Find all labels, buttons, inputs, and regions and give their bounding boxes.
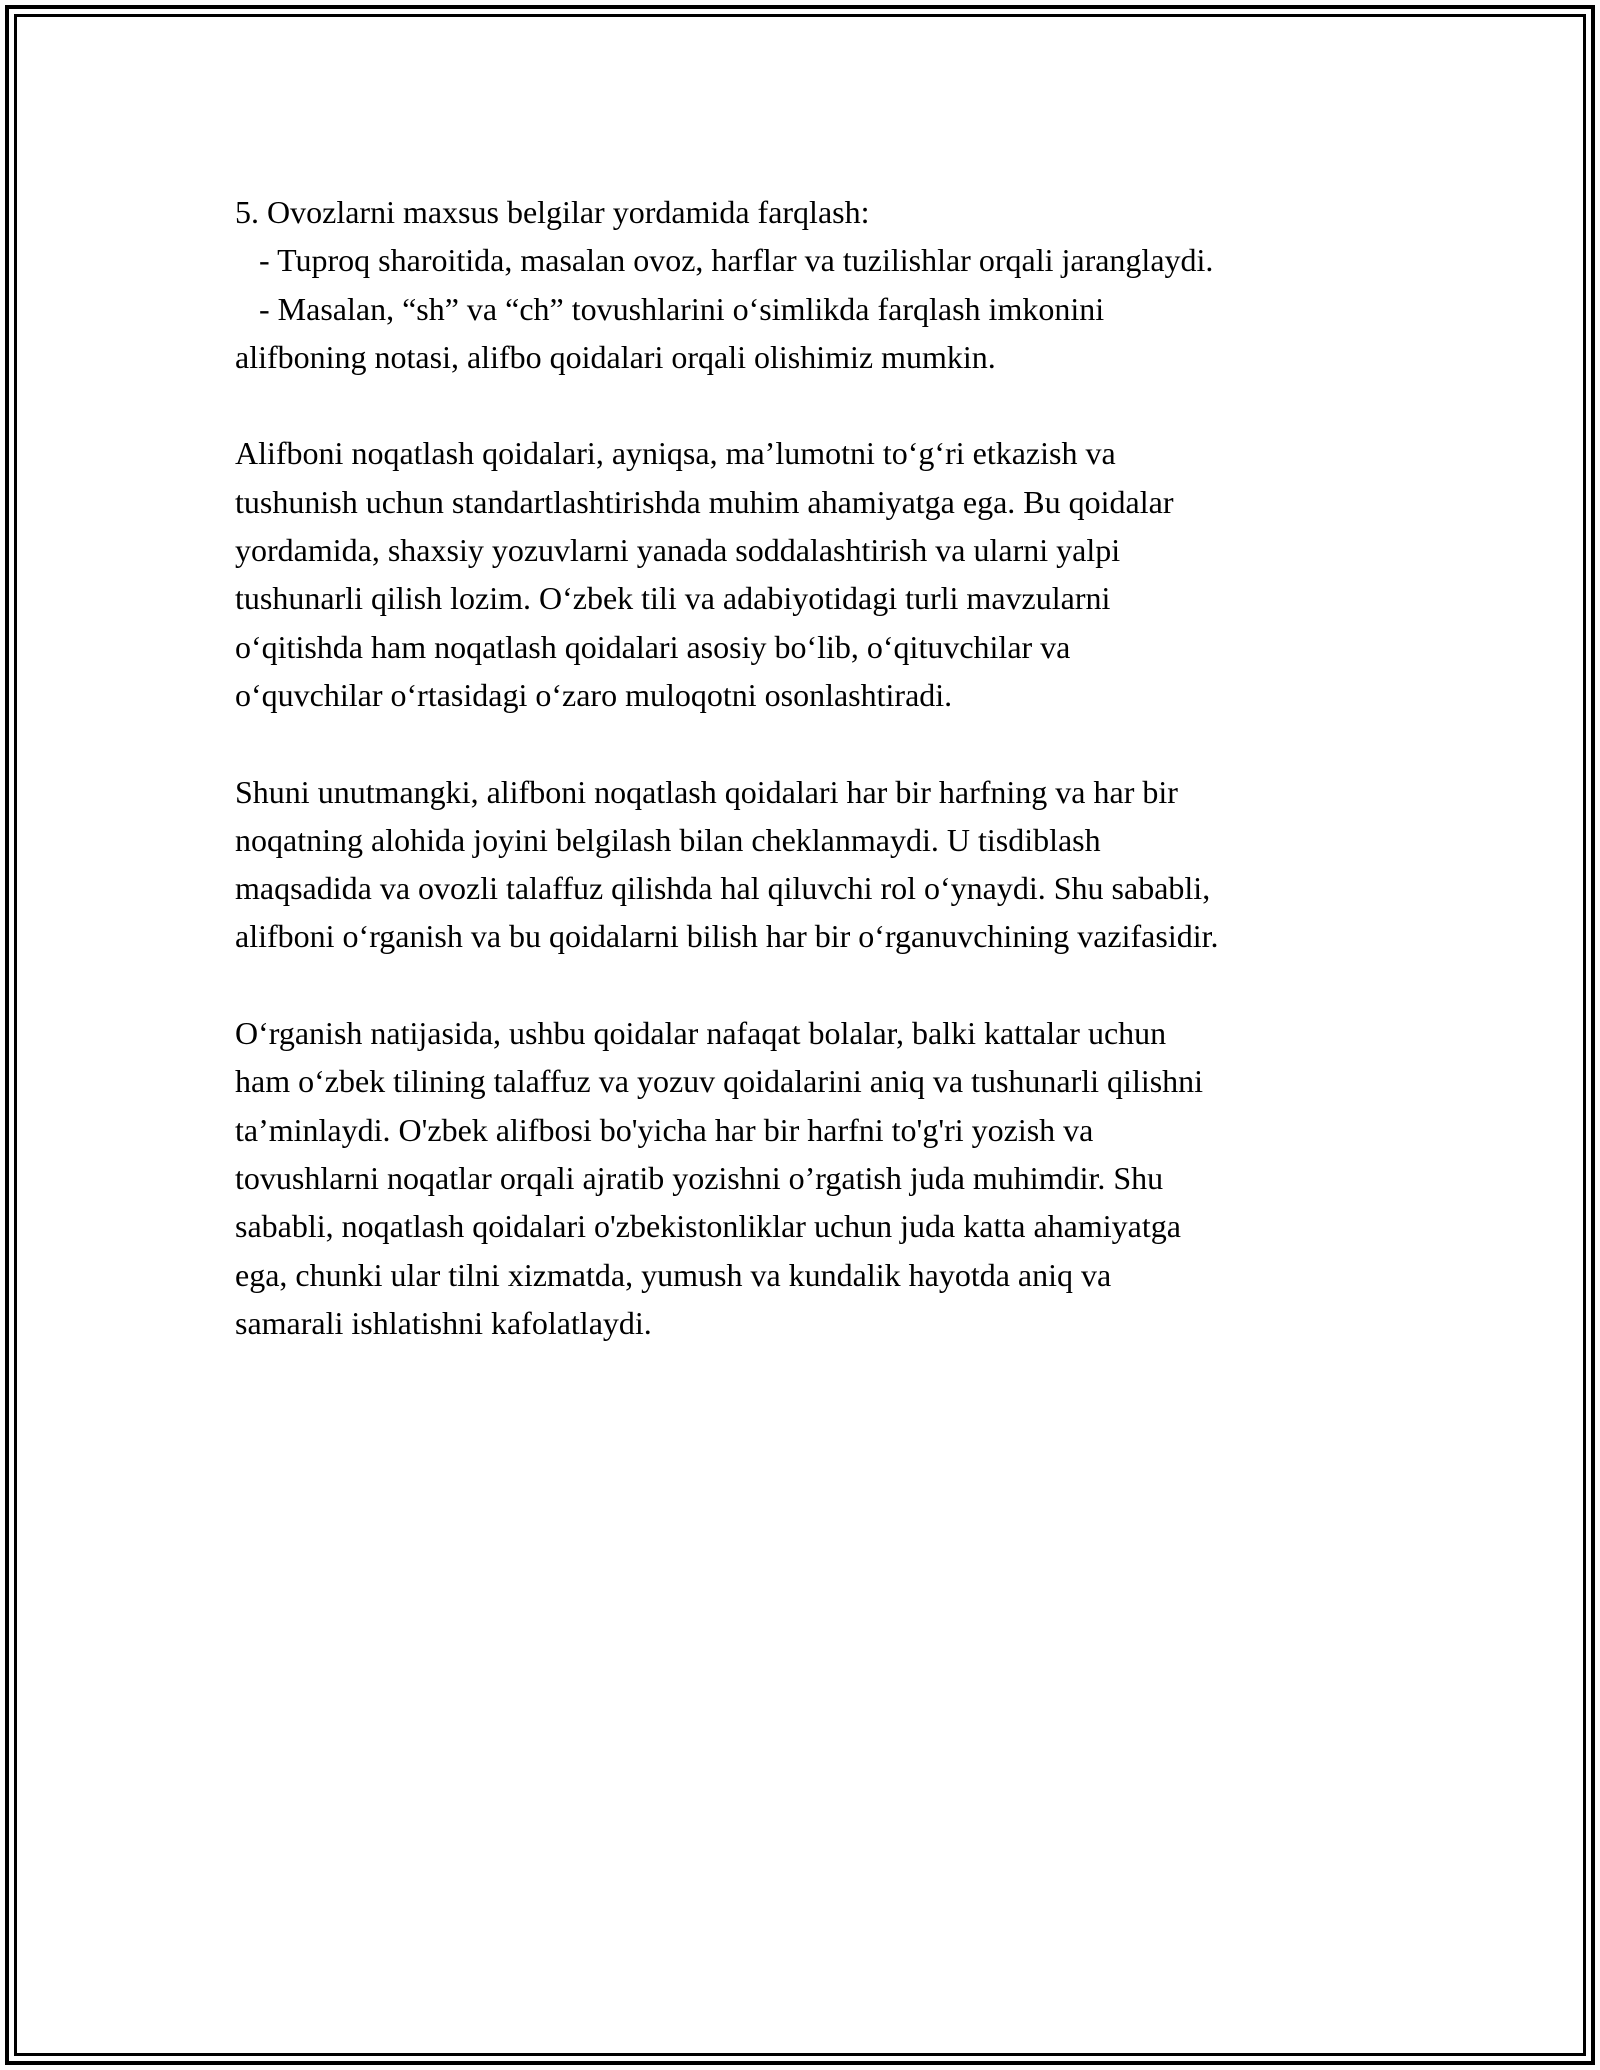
text-line: Shuni unutmangki, alifboni noqatlash qoidalari har bir harfning va har bir bbox=[235, 773, 1178, 810]
text-line: sababli, noqatlash qoidalari o'zbekistonliklar uchun juda katta ahamiyatga bbox=[235, 1208, 1181, 1245]
paragraph-reminder bbox=[235, 768, 1415, 961]
text-line: Alifboni noqatlash qoidalari, ayniqsa, ma’lumotni to‘g‘ri etkazish va bbox=[235, 435, 1116, 472]
text-line: o‘quvchilar o‘rtasidagi o‘zaro muloqotni osonlashtiradi. bbox=[235, 676, 953, 713]
paragraph-list-item-5 bbox=[235, 188, 1415, 381]
text-line: noqatning alohida joyini belgilash bilan cheklanmaydi. U tisdiblash bbox=[235, 821, 1101, 858]
text-line: maqsadida va ovozli talaffuz qilishda hal qiluvchi rol o‘ynaydi. Shu sababli, bbox=[235, 870, 1211, 907]
text-line: o‘qitishda ham noqatlash qoidalari asosiy bo‘lib, o‘qituvchilar va bbox=[235, 628, 1071, 665]
document-body bbox=[235, 188, 1415, 1395]
text-line: 5. Ovozlarni maxsus belgilar yordamida farqlash: bbox=[235, 194, 870, 230]
text-line: - Tuproq sharoitida, masalan ovoz, harflar va tuzilishlar orqali jaranglaydi. bbox=[235, 242, 1214, 279]
text-line: samarali ishlatishni kafolatlaydi. bbox=[235, 1304, 652, 1341]
text-line: yordamida, shaxsiy yozuvlarni yanada soddalashtirish va ularni yalpi bbox=[235, 532, 1121, 569]
text-line: - Masalan, “sh” va “ch” tovushlarini o‘simlikda farqlash imkonini bbox=[235, 290, 1105, 327]
text-line: alifboning notasi, alifbo qoidalari orqali olishimiz mumkin. bbox=[235, 338, 996, 375]
paragraph-conclusion bbox=[235, 1009, 1415, 1347]
text-line: O‘rganish natijasida, ushbu qoidalar nafaqat bolalar, balki kattalar uchun bbox=[235, 1015, 1167, 1052]
text-line: ham o‘zbek tilining talaffuz va yozuv qoidalarini aniq va tushunarli qilishni bbox=[235, 1063, 1204, 1100]
text-line: alifboni o‘rganish va bu qoidalarni bilish har bir o‘rganuvchining vazifasidir. bbox=[235, 918, 1219, 955]
text-line: tushunarli qilish lozim. O‘zbek tili va adabiyotidagi turli mavzularni bbox=[235, 580, 1111, 617]
text-line: ega, chunki ular tilni xizmatda, yumush va kundalik hayotda aniq va bbox=[235, 1256, 1112, 1293]
paragraph-alifbo-rules bbox=[235, 429, 1415, 719]
text-line: tushunish uchun standartlashtirishda muhim ahamiyatga ega. Bu qoidalar bbox=[235, 483, 1174, 520]
text-line: ta’minlaydi. O'zbek alifbosi bo'yicha har bir harfni to'g'ri yozish va bbox=[235, 1111, 1094, 1148]
text-line: tovushlarni noqatlar orqali ajratib yozishni o’rgatish juda muhimdir. Shu bbox=[235, 1159, 1164, 1196]
